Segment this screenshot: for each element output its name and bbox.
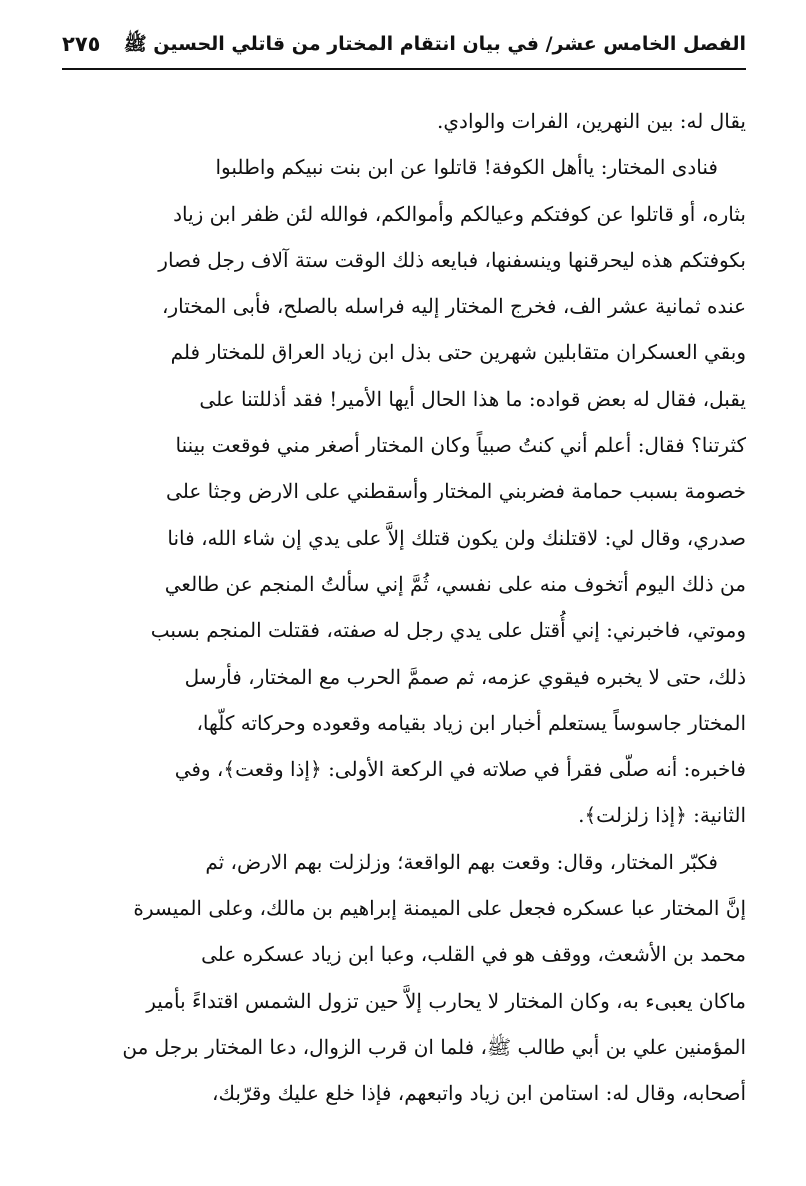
text-line: بكوفتكم هذه ليحرقنها وينسفنها، فبايعه ذلك الوقت ستة آلاف رجل فصار [158,247,746,272]
header-divider [62,68,746,70]
text-line: فاخبره: أنه صلّى فقرأ في صلاته في الركعة الأولى: ﴿إذا وقعت﴾، وفي [174,757,746,782]
text-line: بثاره، أو قاتلوا عن كوفتكم وعيالكم وأموالكم، فوالله لئن ظفر ابن زياد [173,201,746,226]
text-line: إنَّ المختار عبا عسكره فجعل على الميمنة إبراهيم بن مالك، وعلى الميسرة [133,896,746,921]
text-line: الثانية: ﴿إذا زلزلت﴾. [578,803,746,828]
text-line: من ذلك اليوم أتخوف منه على نفسي، ثُمَّ إني سألتُ المنجم عن طالعي [164,571,746,596]
text-line: أصحابه، وقال له: استامن ابن زياد واتبعهم، فإذا خلع عليك وقرّبك، [212,1081,746,1106]
text-line: خصومة بسبب حمامة فضربني المختار وأسقطني على الارض وجثا على [166,479,746,504]
text-line: يقبل، فقال له بعض قواده: ما هذا الحال أيها الأمير! فقد أذللتنا على [199,386,746,411]
text-line: المختار جاسوساً يستعلم أخبار ابن زياد بقيامه وقعوده وحركاته كلّها، [196,710,746,735]
body-text [62,98,746,1117]
text-line: وبقي العسكران متقابلين شهرين حتى بذل ابن زياد العراق للمختار فلم [170,340,746,365]
text-line: عنده ثمانية عشر الف، فخرج المختار إليه فراسله بالصلح، فأبى المختار، [161,294,746,319]
text-line: ذلك، حتى لا يخبره فيقوي عزمه، ثم صممَّ الحرب مع المختار، فأرسل [184,664,746,689]
text-line: يقال له: بين النهرين، الفرات والوادي. [437,109,746,133]
text-line: محمد بن الأشعث، ووقف هو في القلب، وعبا ابن زياد عسكره على [201,942,746,967]
text-line: وموتي، فاخبرني: إني أُقتل على يدي رجل له صفته، فقتلت المنجم بسبب [150,618,746,643]
page-header [62,24,746,66]
text-line: فكبّر المختار، وقال: وقعت بهم الواقعة؛ وزلزلت بهم الارض، ثم [205,849,718,874]
running-title: الفصل الخامس عشر/ في بيان انتقام المختار من قاتلي الحسين ﷺ [123,33,746,55]
text-line: صدري، وقال لي: لاقتلنك ولن يكون قتلك إلاَّ على يدي إن شاء الله، فانا [167,525,746,550]
text-line: ماكان يعبىء به، وكان المختار لا يحارب إلاَّ حين تزول الشمس اقتداءً بأمير [146,988,746,1013]
text-line: فنادى المختار: ياأهل الكوفة! قاتلوا عن ابن بنت نبيكم واطلبوا [215,155,718,180]
text-line: كثرتنا؟ فقال: أعلم أني كنتُ صبياً وكان المختار أصغر مني فوقعت بيننا [175,433,746,458]
text-line: المؤمنين علي بن أبي طالب ﷺ، فلما ان قرب الزوال، دعا المختار برجل من [122,1034,746,1059]
page-number: ٢٧٥ [62,32,101,56]
